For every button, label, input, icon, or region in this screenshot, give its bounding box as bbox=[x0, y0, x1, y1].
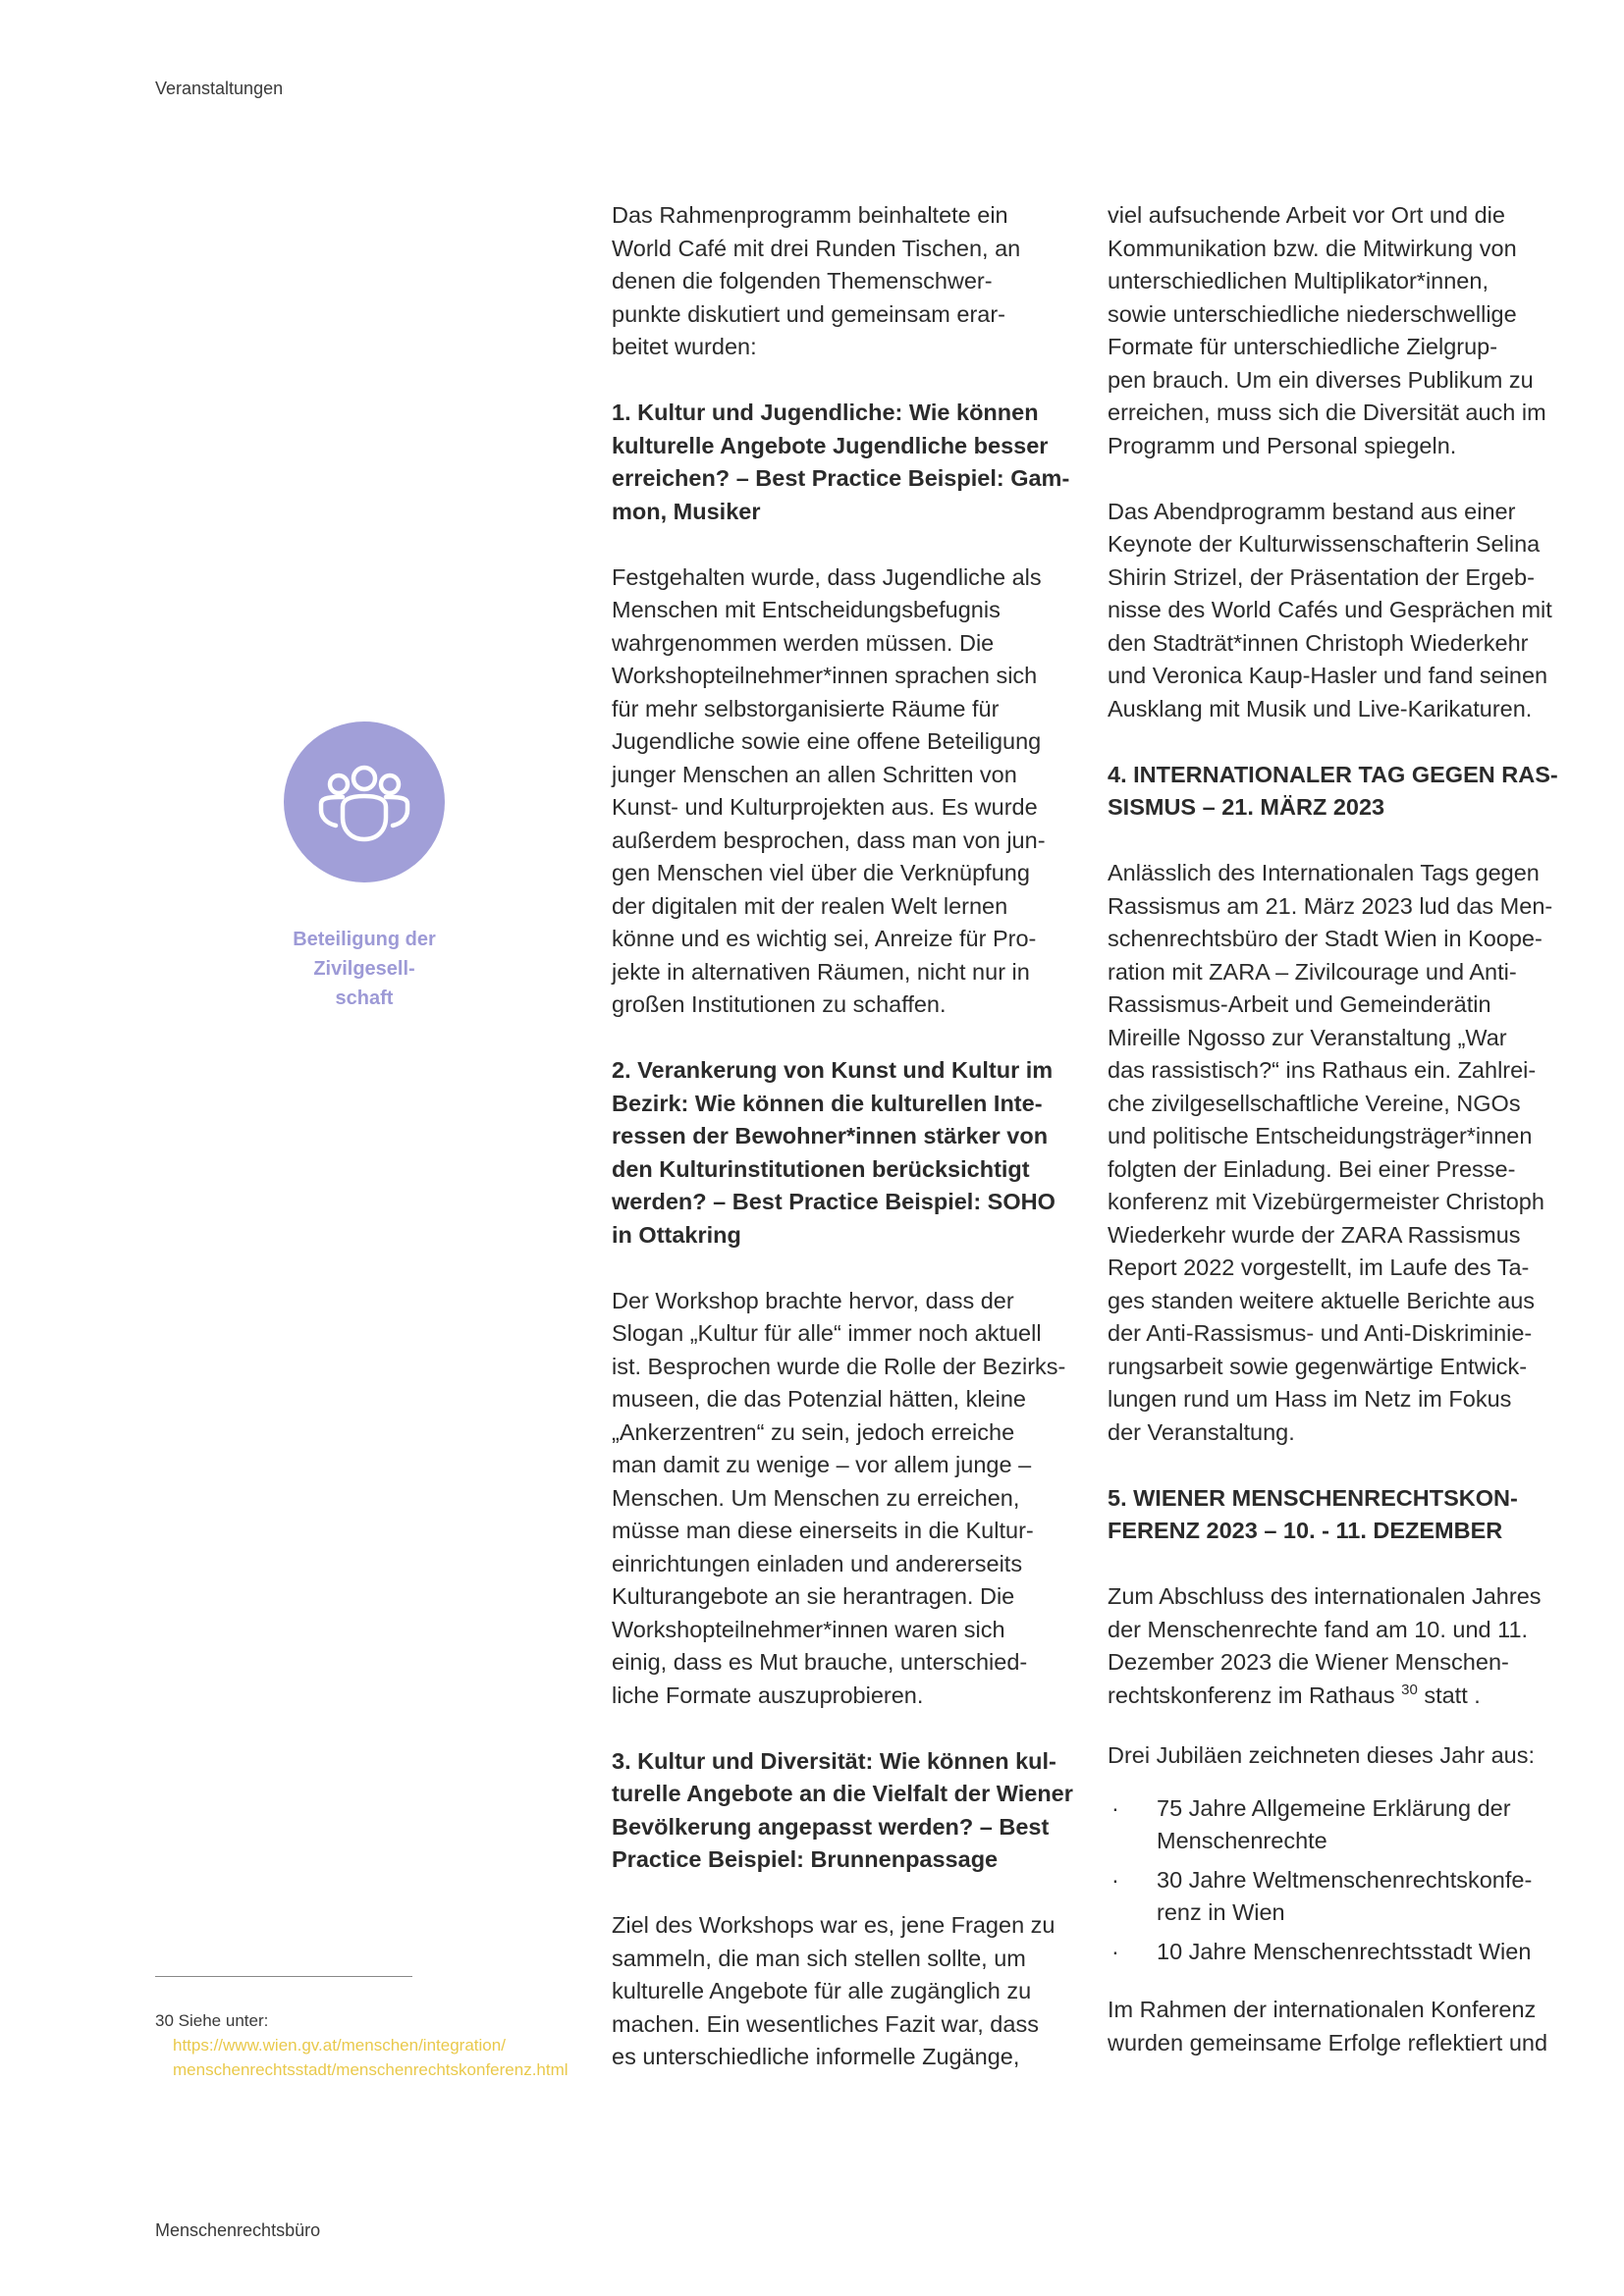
text-line: und Veronica Kaup-Hasler und fand seinen bbox=[1108, 663, 1548, 688]
text-line: Bevölkerung angepasst werden? – Best bbox=[612, 1813, 1050, 1840]
bullet-icon: · bbox=[1111, 1866, 1119, 1893]
text-line: Kunst- und Kulturprojekten aus. Es wurde bbox=[612, 794, 1038, 820]
text-line: könne und es wichtig sei, Anreize für Pro- bbox=[612, 926, 1037, 951]
text-line: einrichtungen einladen und andererseits bbox=[612, 1550, 1023, 1576]
text-line: museen, die das Potenzial hätten, kleine bbox=[612, 1386, 1026, 1412]
text-line: Menschen. Um Menschen zu erreichen, bbox=[612, 1484, 1020, 1511]
text-line: Bezirk: Wie können die kulturellen Inte- bbox=[612, 1090, 1043, 1116]
text-column-right bbox=[1108, 199, 1579, 2059]
intro-paragraph bbox=[612, 199, 1073, 364]
text-line: jekte in alternativen Räumen, nicht nur in bbox=[612, 958, 1030, 985]
text-line: World Café mit drei Runden Tischen, an bbox=[612, 235, 1021, 261]
text-line: FERENZ 2023 – 10. - 11. DEZEMBER bbox=[1108, 1518, 1503, 1543]
topic-2-heading bbox=[612, 1054, 1073, 1252]
text-line: der digitalen mit der realen Welt lernen bbox=[612, 892, 1008, 919]
footnote-text: Siehe unter: bbox=[178, 2011, 269, 2030]
text-line: ration mit ZARA – Zivilcourage und Anti- bbox=[1108, 958, 1517, 985]
text-line: Shirin Strizel, der Präsentation der Ergeb- bbox=[1108, 563, 1535, 590]
text-line: 5. WIENER MENSCHENRECHTSKON- bbox=[1108, 1484, 1518, 1511]
bullet-icon: · bbox=[1111, 1794, 1119, 1821]
topic-1-heading bbox=[612, 397, 1073, 528]
topic-badge bbox=[284, 721, 445, 882]
text-line: der Veranstaltung. bbox=[1108, 1418, 1295, 1445]
running-footer: Menschenrechtsbüro bbox=[155, 2220, 321, 2240]
text-line: und politische Entscheidungsträger*innen bbox=[1108, 1123, 1533, 1148]
text-line: in Ottakring bbox=[612, 1221, 741, 1248]
text-line: der Anti-Rassismus- und Anti-Diskriminie- bbox=[1108, 1320, 1533, 1346]
text-line: „Ankerzentren“ zu sein, jedoch erreiche bbox=[612, 1418, 1015, 1445]
text-line: man damit zu wenige – vor allem junge – bbox=[612, 1452, 1032, 1477]
badge-label: Beteiligung der Zivilgesell- schaft bbox=[293, 929, 436, 1009]
text-line: Mireille Ngosso zur Veranstaltung „War bbox=[1108, 1024, 1507, 1050]
text-line: renz in Wien bbox=[1157, 1899, 1285, 1925]
text-line: 30 Jahre Weltmenschenrechtskonfe- bbox=[1157, 1866, 1533, 1893]
text-line: den Kulturinstitutionen berücksichtigt bbox=[612, 1155, 1030, 1182]
text-line: Kommunikation bzw. die Mitwirkung von bbox=[1108, 235, 1517, 261]
text-line: schenrechtsbüro der Stadt Wien in Koope- bbox=[1108, 926, 1543, 951]
topic-2-body bbox=[612, 1285, 1073, 1713]
text-line: Festgehalten wurde, dass Jugendliche als bbox=[612, 563, 1042, 590]
footnote-marker: 30 bbox=[155, 2011, 174, 2030]
text-line: Programm und Personal spiegeln. bbox=[1108, 432, 1457, 458]
section-5-heading bbox=[1108, 1482, 1579, 1548]
text-line: wurden gemeinsame Erfolge reflektiert und bbox=[1108, 2029, 1548, 2056]
text-line: Rassismus am 21. März 2023 lud das Men- bbox=[1108, 892, 1553, 919]
text-line: müsse man diese einerseits in die Kultur- bbox=[612, 1518, 1034, 1543]
text-line: kulturelle Angebote Jugendliche besser bbox=[612, 432, 1049, 458]
text-line: folgten der Einladung. Bei einer Presse- bbox=[1108, 1155, 1516, 1182]
text-line: unterschiedlichen Multiplikator*innen, bbox=[1108, 268, 1489, 294]
text-line: kulturelle Angebote für alle zugänglich zu bbox=[612, 1978, 1032, 2003]
list-item bbox=[1108, 1792, 1579, 1858]
evening-program-paragraph bbox=[1108, 496, 1579, 726]
text-line: pen brauch. Um ein diverses Publikum zu bbox=[1108, 366, 1534, 393]
text-line: 4. INTERNATIONALER TAG GEGEN RAS- bbox=[1108, 761, 1558, 787]
topic-3-body bbox=[612, 1909, 1073, 2074]
text-line: denen die folgenden Themenschwer- bbox=[612, 268, 993, 294]
text-line: rungsarbeit sowie gegenwärtige Entwick- bbox=[1108, 1353, 1528, 1379]
text-line: Menschen mit Entscheidungsbefugnis bbox=[612, 597, 1001, 622]
text-line: Wiederkehr wurde der ZARA Rassismus bbox=[1108, 1221, 1521, 1248]
text-line: der Menschenrechte fand am 10. und 11. bbox=[1108, 1616, 1529, 1642]
text-line: Der Workshop brachte hervor, dass der bbox=[612, 1287, 1014, 1313]
continuation-paragraph bbox=[1108, 199, 1579, 462]
text-line: für mehr selbstorganisierte Räume für bbox=[612, 695, 1000, 721]
text-line: 75 Jahre Allgemeine Erklärung der bbox=[1157, 1794, 1511, 1821]
text-column-left bbox=[612, 199, 1073, 2074]
text-line: machen. Ein wesentliches Fazit war, dass bbox=[612, 2010, 1039, 2037]
text-line: Workshopteilnehmer*innen sprachen sich bbox=[612, 663, 1038, 688]
text-line: Dezember 2023 die Wiener Menschen- bbox=[1108, 1649, 1509, 1675]
text-line: außerdem besprochen, dass man von jun- bbox=[612, 827, 1046, 853]
text-line: Slogan „Kultur für alle“ immer noch aktuell bbox=[612, 1320, 1042, 1346]
text-line: erreichen? – Best Practice Beispiel: Gam- bbox=[612, 465, 1070, 491]
text-line: liche Formate auszuprobieren. bbox=[612, 1682, 924, 1708]
text-line: SISMUS – 21. MÄRZ 2023 bbox=[1108, 794, 1385, 820]
section-4-heading bbox=[1108, 759, 1579, 825]
text-line: Workshopteilnehmer*innen waren sich bbox=[612, 1616, 1005, 1642]
text-line: konferenz mit Vizebürgermeister Christoph bbox=[1108, 1189, 1544, 1214]
jubilees-list bbox=[1108, 1792, 1579, 1969]
text-line: lungen rund um Hass im Netz im Fokus bbox=[1108, 1386, 1512, 1412]
text-line: junger Menschen an allen Schritten von bbox=[612, 761, 1017, 787]
text-line: ist. Besprochen wurde die Rolle der Bezirks- bbox=[612, 1353, 1066, 1379]
text-line: großen Institutionen zu schaffen. bbox=[612, 991, 947, 1017]
section-4-body bbox=[1108, 857, 1579, 1449]
text-line: viel aufsuchende Arbeit vor Ort und die bbox=[1108, 202, 1505, 228]
section-5-body: Zum Abschluss des internationalen Jahres der Menschenrechte fand am 10. und 11. Dezember 2023 die Wiener Menschen- rechtskonferenz im Rathaus $^{30}$ statt . bbox=[1108, 1580, 1579, 1712]
text-line: Kulturangebote an sie herantragen. Die bbox=[612, 1583, 1015, 1609]
footnote bbox=[155, 2008, 587, 2082]
text-line: Anlässlich des Internationalen Tags gegen bbox=[1108, 860, 1540, 885]
topic-3-heading bbox=[612, 1745, 1073, 1877]
text-line: nisse des World Cafés und Gesprächen mit bbox=[1108, 597, 1552, 622]
text-line: Im Rahmen der internationalen Konferenz bbox=[1108, 1997, 1537, 2022]
text-line: Report 2022 vorgestellt, im Laufe des Ta- bbox=[1108, 1255, 1530, 1280]
text-line: das rassistisch?“ ins Rathaus ein. Zahlrei- bbox=[1108, 1057, 1537, 1083]
text-line: Jugendliche sowie eine offene Beteiligung bbox=[612, 728, 1042, 754]
text-line: 2. Verankerung von Kunst und Kultur im bbox=[612, 1057, 1054, 1083]
footnote-divider bbox=[155, 1976, 412, 1977]
text-line: Formate für unterschiedliche Zielgrup- bbox=[1108, 334, 1498, 359]
list-item bbox=[1108, 1864, 1579, 1930]
text-line: punkte diskutiert und gemeinsam erar- bbox=[612, 300, 1006, 327]
text-line: erreichen, muss sich die Diversität auch im bbox=[1108, 400, 1546, 425]
text-line: 3. Kultur und Diversität: Wie können kul- bbox=[612, 1747, 1056, 1774]
bullet-icon: · bbox=[1111, 1938, 1119, 1964]
text-line: turelle Angebote an die Vielfalt der Wiener bbox=[612, 1781, 1073, 1806]
text-line: mon, Musiker bbox=[612, 498, 761, 524]
text-line: Ziel des Workshops war es, jene Fragen zu bbox=[612, 1912, 1056, 1938]
text-line: Keynote der Kulturwissenschafterin Selina bbox=[1108, 531, 1541, 557]
text-line: Das Abendprogramm bestand aus einer bbox=[1108, 498, 1516, 524]
text-line: 1. Kultur und Jugendliche: Wie können bbox=[612, 400, 1039, 425]
text-line: ressen der Bewohner*innen stärker von bbox=[612, 1123, 1049, 1148]
footnote-link[interactable]: https://www.wien.gv.at/menschen/integration/ menschenrechtsstadt/menschenrechtskonferenz.html bbox=[173, 2036, 568, 2079]
text-line: Rassismus-Arbeit und Gemeinderätin bbox=[1108, 991, 1491, 1017]
text-line: gen Menschen viel über die Verknüpfung bbox=[612, 860, 1030, 885]
running-header: Veranstaltungen bbox=[155, 79, 284, 98]
text-line: einig, dass es Mut brauche, unterschied- bbox=[612, 1649, 1028, 1675]
text-line: den Stadträt*innen Christoph Wiederkehr bbox=[1108, 629, 1529, 656]
text-line: es unterschiedliche informelle Zugänge, bbox=[612, 2044, 1020, 2069]
text-line: Zum Abschluss des internationalen Jahres bbox=[1108, 1583, 1542, 1609]
text-line: ges standen weitere aktuelle Berichte aus bbox=[1108, 1287, 1536, 1313]
text-line: sowie unterschiedliche niederschwellige bbox=[1108, 300, 1517, 327]
jubilees-intro: Drei Jubiläen zeichneten dieses Jahr aus: bbox=[1108, 1742, 1536, 1768]
closing-paragraph bbox=[1108, 1994, 1579, 2059]
text-line: Menschenrechte bbox=[1157, 1828, 1327, 1853]
topic-1-body bbox=[612, 561, 1073, 1022]
text-line: che zivilgesellschaftliche Vereine, NGOs bbox=[1108, 1090, 1521, 1116]
text-line: wahrgenommen werden müssen. Die bbox=[612, 629, 995, 656]
text-line: beitet wurden: bbox=[612, 334, 757, 359]
footnote-reference[interactable]: 30 bbox=[1401, 1681, 1418, 1698]
text-line: 10 Jahre Menschenrechtsstadt Wien bbox=[1157, 1938, 1532, 1964]
text-line: Ausklang mit Musik und Live-Karikaturen. bbox=[1108, 695, 1533, 721]
people-group-icon bbox=[284, 721, 445, 882]
text-line: Das Rahmenprogramm beinhaltete ein bbox=[612, 202, 1008, 228]
text-line: sammeln, die man sich stellen sollte, um bbox=[612, 1945, 1026, 1971]
text-line: werden? – Best Practice Beispiel: SOHO bbox=[612, 1189, 1056, 1214]
list-item bbox=[1108, 1936, 1579, 1969]
text-line: Practice Beispiel: Brunnenpassage bbox=[612, 1846, 999, 1872]
